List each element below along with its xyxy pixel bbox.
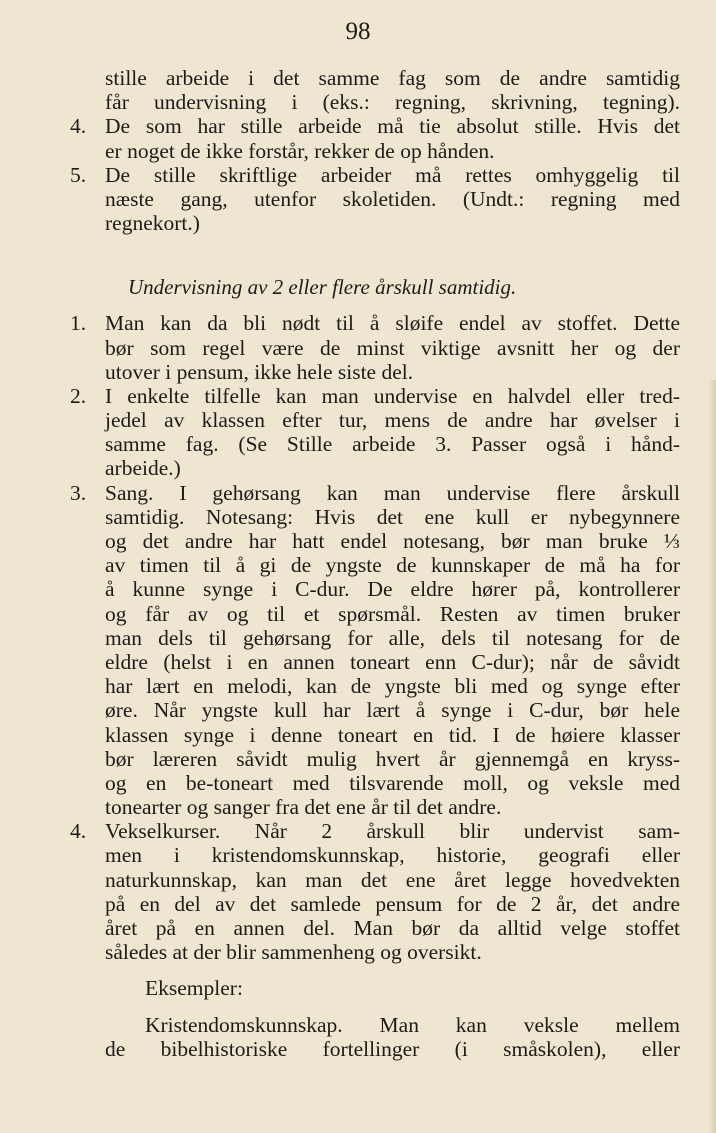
line-text: næste gang, utenfor skoletiden. (Undt.: regning med: [105, 186, 680, 211]
text-line: [70, 505, 680, 529]
line-text: regnekort.): [105, 211, 200, 236]
line-text: samtidig. Notesang: Hvis det ene kull er nybegynnere: [105, 504, 680, 529]
text-line: [70, 916, 680, 940]
examples-label: Eksempler:: [145, 976, 243, 1001]
line-text: utover i pensum, ikke hele siste del.: [105, 359, 414, 384]
text-line: [70, 1037, 680, 1061]
text-line: [70, 360, 680, 384]
line-text: Sang. I gehørsang kan man undervise flere årskull: [105, 480, 680, 505]
line-text: Man kan da bli nødt til å sløife endel av stoffet. Dette: [105, 311, 680, 336]
text-line: [70, 650, 680, 674]
list-block-a: [70, 66, 680, 235]
text-line: [70, 311, 680, 335]
line-text: og det andre har hatt endel notesang, bør man bruke ⅓: [105, 529, 680, 553]
line-text: på en del av det samlede pensum for de 2 år, det andre: [105, 891, 680, 916]
line-text: eldre (helst i en annen toneart enn C-dur); når de såvidt: [105, 649, 680, 674]
item-number: 4.: [70, 114, 87, 139]
text-line: [70, 723, 680, 747]
text-line: [70, 698, 680, 722]
text-line: [70, 602, 680, 626]
line-text: således at der blir sammenheng og oversikt.: [105, 940, 482, 965]
line-text: året på en annen del. Man bør da alltid velge stoffet: [105, 916, 680, 940]
text-line: [70, 819, 680, 843]
text-line: [70, 163, 680, 187]
item-number: 5.: [70, 162, 87, 187]
line-text: samme fag. (Se Stille arbeide 3. Passer også i hånd-: [105, 432, 680, 457]
line-text: stille arbeide i det samme fag som de andre samtidig: [105, 66, 680, 90]
text-line: [70, 139, 680, 163]
page-number: 98: [345, 18, 371, 45]
line-text: men i kristendomskunnskap, historie, geografi eller: [105, 843, 680, 868]
text-line: [70, 66, 680, 90]
line-text: å kunne synge i C-dur. De eldre hører på, kontrollerer: [105, 577, 680, 602]
text-line: [70, 481, 680, 505]
line-text: bør læreren såvidt mulig hvert år gjennemgå en kryss-: [105, 746, 680, 771]
item-number: 3.: [70, 480, 87, 505]
item-number: 4.: [70, 819, 87, 844]
text-line: [70, 940, 680, 964]
line-text: naturkunnskap, kan man det ene året legge hovedvekten: [105, 867, 680, 892]
line-text: øre. Når yngste kull har lært å synge i C-dur, bør hele: [105, 698, 680, 723]
text-line: [70, 747, 680, 771]
text-line: [70, 553, 680, 577]
text-line: [70, 577, 680, 601]
line-text: man dels til gehørsang for alle, dels til notesang for de: [105, 625, 680, 650]
text-line: [70, 626, 680, 650]
line-text: arbeide.): [105, 456, 181, 481]
line-text: bør som regel være de minst viktige avsnitt her og der: [105, 335, 680, 360]
text-line: [70, 892, 680, 916]
text-line: [70, 90, 680, 114]
line-text: De stille skriftlige arbeider må rettes omhyggelig til: [105, 162, 680, 187]
line-text: får undervisning i (eks.: regning, skrivning, tegning).: [105, 90, 680, 115]
text-line: [70, 211, 680, 235]
line-text: Kristendomskunnskap. Man kan veksle mellem: [145, 1012, 680, 1037]
text-line: [70, 674, 680, 698]
text-line: [70, 456, 680, 480]
line-text: tonearter og sanger fra det ene år til det andre.: [105, 795, 502, 820]
line-text: klassen synge i denne toneart en tid. I de høiere klasser: [105, 722, 680, 747]
list-block-b: [70, 311, 680, 964]
list-block-c: [70, 1013, 680, 1061]
text-line: [70, 795, 680, 819]
line-text: og en be-toneart med tilsvarende moll, og veksle med: [105, 770, 680, 795]
line-text: har lært en melodi, kan de yngste bli med og synge efter: [105, 674, 680, 699]
text-line: [70, 384, 680, 408]
item-number: 1.: [70, 311, 87, 336]
line-text: De som har stille arbeide må tie absolut stille. Hvis det: [105, 114, 680, 139]
line-text: Vekselkurser. Når 2 årskull blir undervist sam-: [105, 819, 680, 844]
text-line: [70, 771, 680, 795]
text-line: [70, 408, 680, 432]
text-line: [70, 114, 680, 138]
line-text: og får av og til et spørsmål. Resten av timen bruker: [105, 601, 680, 626]
item-number: 2.: [70, 383, 87, 408]
text-line: [70, 336, 680, 360]
text-line: [70, 843, 680, 867]
line-text: de bibelhistoriske fortellinger (i småskolen), eller: [105, 1036, 680, 1061]
section-heading: Undervisning av 2 eller flere årskull samtidig.: [128, 275, 517, 300]
line-text: er noget de ikke forstår, rekker de op hånden.: [105, 138, 495, 163]
text-line: [70, 868, 680, 892]
line-text: I enkelte tilfelle kan man undervise en halvdel eller tred-: [105, 383, 680, 408]
text-line: [70, 187, 680, 211]
text-line: [70, 1013, 680, 1037]
page-edge: [708, 380, 716, 1133]
text-line: [70, 432, 680, 456]
page-body: [70, 66, 680, 1061]
line-text: jedel av klassen efter tur, mens de andre har øvelser i: [105, 408, 680, 433]
text-line: [70, 529, 680, 553]
line-text: av timen til å gi de yngste de kunnskaper de må ha for: [105, 553, 680, 578]
